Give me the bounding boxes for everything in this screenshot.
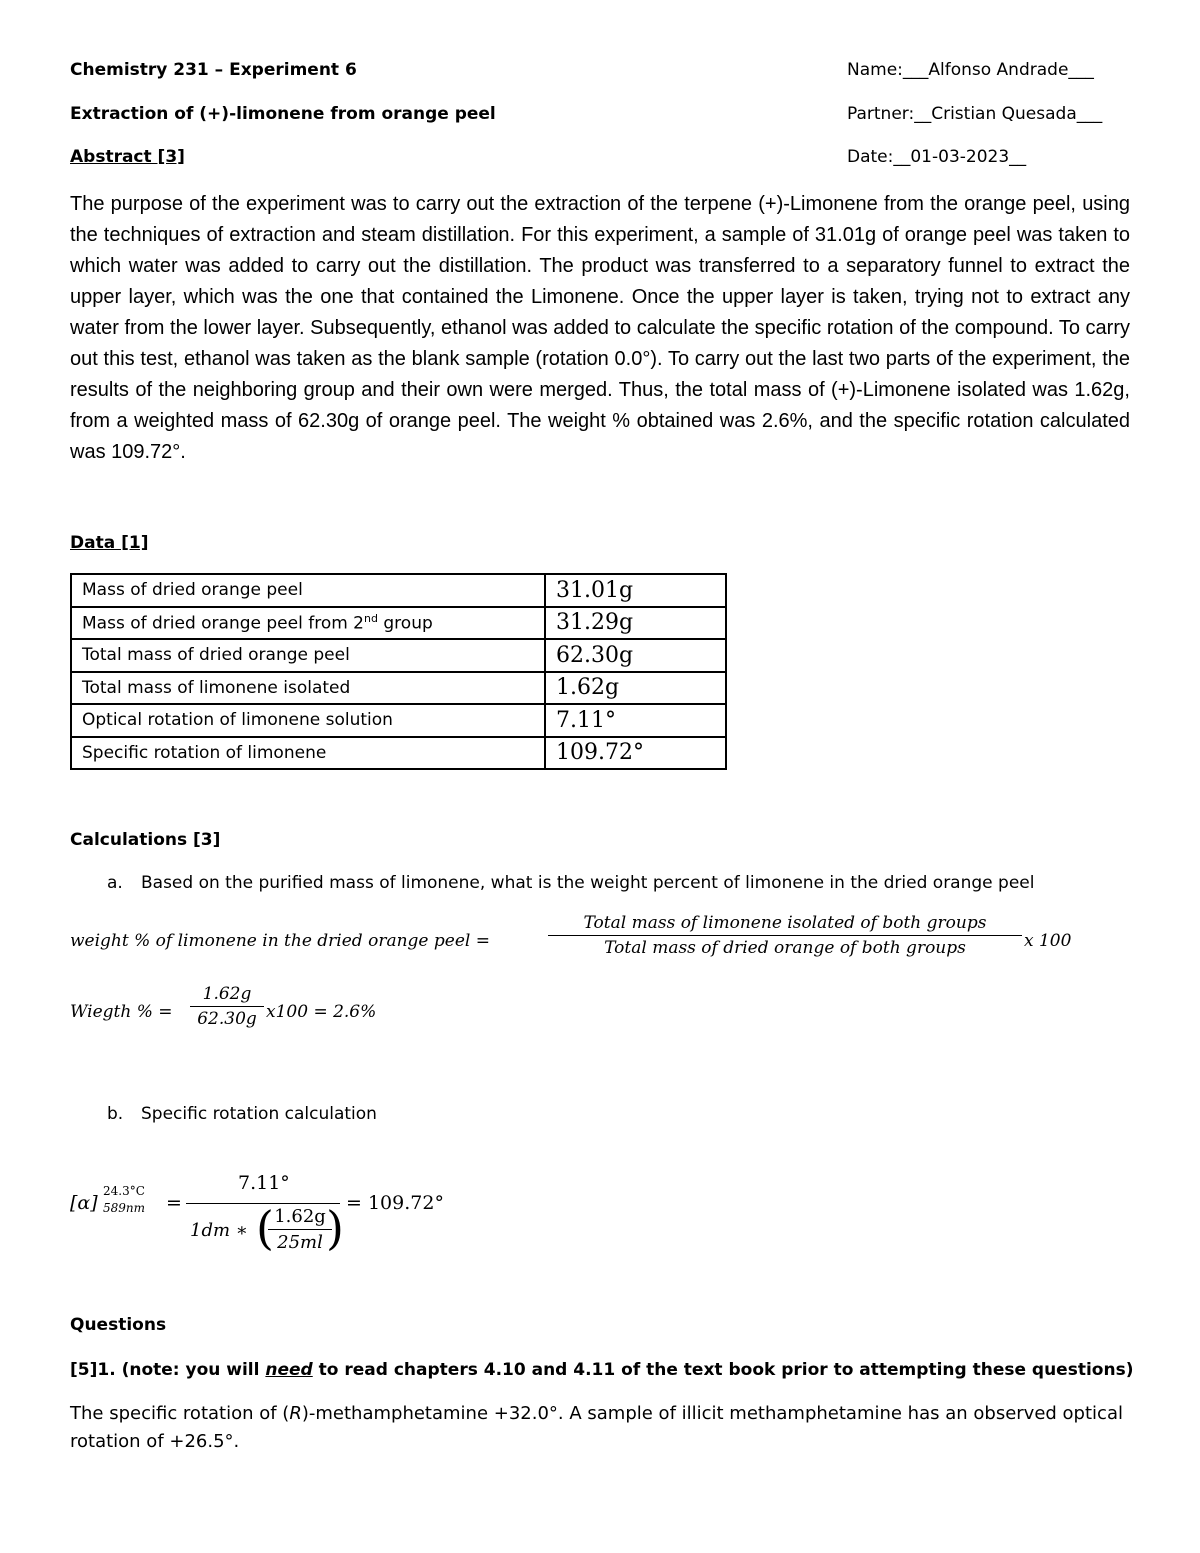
alpha-subscript: 589nm bbox=[103, 1201, 146, 1215]
row-label: Total mass of dried orange peel bbox=[71, 639, 545, 672]
question-1-body bbox=[70, 1403, 1123, 1424]
data-heading: Data [1] bbox=[70, 533, 149, 553]
q1-pre: [5]1. (note: you will bbox=[70, 1360, 266, 1380]
question-1-prompt bbox=[70, 1360, 1133, 1380]
row-label: Mass of dried orange peel bbox=[71, 574, 545, 607]
formula-denominator: Total mass of dried orange of both groups bbox=[604, 938, 966, 958]
q1-body-r: R bbox=[289, 1403, 302, 1424]
table-row bbox=[71, 737, 726, 770]
calc-lhs: Wiegth % = bbox=[70, 1002, 173, 1022]
row-value: 31.01g bbox=[545, 574, 726, 607]
row-label-pre: Mass of dried orange peel from 2 bbox=[82, 613, 365, 634]
partner-line: Partner:__Cristian Quesada___ bbox=[847, 104, 1103, 124]
q1-post: to read chapters 4.10 and 4.11 of the text book prior to attempting these questions) bbox=[312, 1360, 1134, 1380]
formula-fraction bbox=[548, 913, 1022, 958]
calculations-heading: Calculations [3] bbox=[70, 830, 221, 850]
formula-lhs: weight % of limonene in the dried orange peel = bbox=[70, 931, 490, 951]
alpha-superscript: 24.3°C bbox=[103, 1184, 145, 1198]
fraction-bar bbox=[268, 1229, 332, 1230]
row-value: 62.30g bbox=[545, 639, 726, 672]
calc-denominator: 62.30g bbox=[197, 1009, 257, 1029]
row-value: 109.72° bbox=[545, 737, 726, 770]
q1-body-pre: The specific rotation of ( bbox=[70, 1403, 290, 1424]
fraction-bar bbox=[548, 935, 1022, 936]
table-row bbox=[71, 639, 726, 672]
data-table bbox=[70, 573, 727, 770]
alpha-bracket: [α] bbox=[70, 1192, 98, 1214]
row-label-sup: nd bbox=[364, 611, 378, 625]
questions-heading: Questions bbox=[70, 1315, 167, 1335]
row-label: Total mass of limonene isolated bbox=[71, 672, 545, 705]
alpha-symbol bbox=[70, 1192, 98, 1214]
calc-tail: x100 = 2.6% bbox=[266, 1002, 377, 1022]
fraction-bar bbox=[190, 1006, 264, 1007]
table-row bbox=[71, 574, 726, 607]
item-a-text: Based on the purified mass of limonene, what is the weight percent of limonene in the dried orange peel bbox=[141, 873, 1035, 893]
table-row bbox=[71, 607, 726, 640]
sr-inner-denominator: 25ml bbox=[277, 1232, 323, 1253]
row-value: 1.62g bbox=[545, 672, 726, 705]
row-value: 7.11° bbox=[545, 704, 726, 737]
row-label: Optical rotation of limonene solution bbox=[71, 704, 545, 737]
item-b-marker: b. bbox=[107, 1104, 124, 1124]
question-1-body-line2: rotation of +26.5°. bbox=[70, 1431, 240, 1452]
equals-sign: = bbox=[166, 1192, 182, 1214]
paren-open: ( bbox=[256, 1201, 274, 1255]
sr-numerator: 7.11° bbox=[238, 1172, 290, 1194]
table-row bbox=[71, 672, 726, 705]
table-row bbox=[71, 704, 726, 737]
formula-numerator: Total mass of limonene isolated of both groups bbox=[583, 913, 987, 933]
abstract-heading: Abstract [3] bbox=[70, 147, 185, 167]
course-title: Chemistry 231 – Experiment 6 bbox=[70, 60, 357, 80]
formula-tail: x 100 bbox=[1024, 931, 1072, 951]
item-b-text: Specific rotation calculation bbox=[141, 1104, 377, 1124]
sr-inner-numerator: 1.62g bbox=[274, 1206, 326, 1227]
paren-close: ) bbox=[326, 1201, 344, 1255]
q1-need: need bbox=[265, 1360, 313, 1380]
item-a-marker: a. bbox=[107, 873, 123, 893]
name-line: Name:___Alfonso Andrade___ bbox=[847, 60, 1094, 80]
row-label bbox=[71, 607, 545, 640]
row-label-post: group bbox=[377, 613, 433, 634]
calc-fraction bbox=[190, 984, 264, 1029]
calc-numerator: 1.62g bbox=[202, 984, 252, 1004]
abstract-paragraph: The purpose of the experiment was to carry out the extraction of the terpene (+)-Limonene from the orange peel, using the techniques of extraction and steam distillation. For this experiment, a sample of 31.01g of orange peel was taken to which water was added to carry out the distillation. The product was transferred to a separatory funnel to extract the upper layer, which was the one that contained the Limonene. Once the upper layer is taken, trying not to extract any water from the lower layer. Subsequently, ethanol was added to calculate the specific rotation of the compound. To carry out this test, ethanol was taken as the blank sample (rotation 0.0°). To carry out the last two parts of the experiment, the results of the neighboring group and their own were merged. Thus, the total mass of (+)-Limonene isolated was 1.62g, from a weighted mass of 62.30g of orange peel. The weight % obtained was 2.6%, and the specific rotation calculated was 109.72°. bbox=[70, 193, 1130, 463]
row-label: Specific rotation of limonene bbox=[71, 737, 545, 770]
sr-denominator-pre: 1dm ∗ bbox=[190, 1220, 248, 1241]
date-line: Date:__01-03-2023__ bbox=[847, 147, 1027, 167]
sr-result: = 109.72° bbox=[346, 1192, 444, 1214]
experiment-title: Extraction of (+)-limonene from orange peel bbox=[70, 104, 496, 124]
row-value: 31.29g bbox=[545, 607, 726, 640]
sr-inner-fraction bbox=[268, 1206, 332, 1253]
q1-body-post: )-methamphetamine +32.0°. A sample of illicit methamphetamine has an observed optical bbox=[301, 1403, 1123, 1424]
